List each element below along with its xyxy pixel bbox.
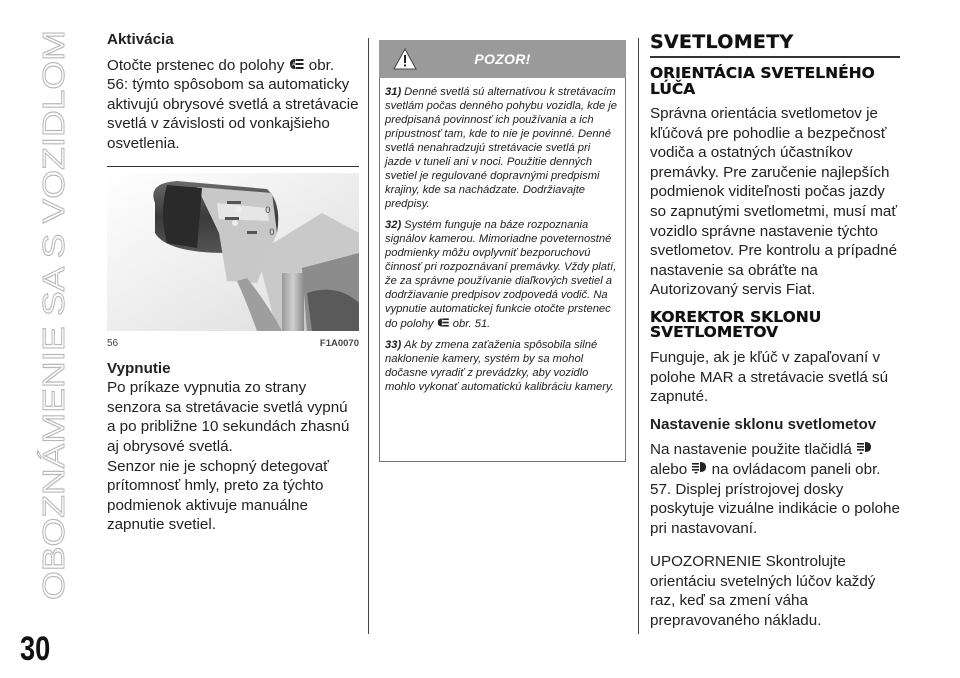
orientacia-paragraph: Správna orientácia svetlometov je kľúčová pre pohodlie a bezpečnosť vodiča a ostatných účastníkov premávky. Pre zaručenie najlepších podmienok viditeľnosti počas jazdy so zapnutými svetlometmi, musí mať vozidlo správne nastavenie týchto svetlometov. Pre kontrolu a prípadné nastavenie sa obráťte na Autorizovaný servis Fiat. — [650, 105, 898, 299]
warning-header — [379, 40, 626, 78]
nastavenie-paragraph — [650, 440, 900, 538]
heading-vypnutie: Vypnutie — [107, 359, 171, 377]
chapter-side-title — [18, 10, 78, 610]
warning-item-text: Denné svetlá sú alternatívou k stretávacím svetlám počas denného pohybu vozidla, kde je predpisaná povinnosť ich používania a ich prípustnosť tam, kde to nie je povinné. Denné svetlá nenahradzujú stretávacie svetlá pri jazde v tuneli ani v noci. Použitie denných svetiel je regulované dopravnými predpismi krajiny, kde sa nachádzate. Dodržiavajte predpisy. — [385, 86, 617, 210]
warning-item-33 — [385, 338, 620, 394]
nastavenie-text-c: na ovládacom paneli obr. 57. — [650, 460, 881, 498]
warning-item-text: Systém funguje na báze rozpoznania signálov kamerou. Mimoriadne poveternostné podmienky môžu ovplyvniť bezporuchovú činnosť pri rozpoznávaní premávky. Vždy platí, že za správne používanie diaľkových svetiel a dodržiavanie predpisov zodpovedá vodič. Na vypnutie automatickej funkcie otočte prstenec do polohy — [385, 219, 617, 330]
heading-orientacia: ORIENTÁCIA SVETELNÉHO LÚČA — [650, 64, 875, 98]
auto-light-icon — [437, 316, 450, 329]
aktivacia-text-a: Otočte prstenec do polohy — [107, 56, 285, 74]
figure-56 — [107, 166, 359, 351]
column-1 — [107, 30, 359, 535]
vypnutie-paragraph-2: Senzor nie je schopný detegovať prítomnosť hmly, preto za týchto podmienok aktivuje manuálne zapnutie svetiel. — [107, 457, 329, 534]
heading-svetlomety: SVETLOMETY — [650, 31, 794, 53]
warning-item-text-b: obr. 51. — [452, 318, 491, 330]
column-3 — [650, 33, 900, 631]
warning-item-text: Ak by zmena zaťaženia spôsobila silné naklonenie kamery, systém by sa mohol dočasne vyradiť z prevádzky, aby vozidlo mohlo vykonať automatickú kalibráciu kamery. — [385, 339, 614, 393]
nastavenie-text-a: Na nastavenie použite tlačidlá — [650, 441, 852, 459]
page-number: 30 — [20, 630, 51, 668]
nastavenie-text-d: Displej prístrojovej dosky poskytuje vizuálne indikácie o polohe pri nastavovaní. — [650, 480, 900, 537]
korektor-paragraph: Funguje, ak je kľúč v zapaľovaní v polohe MAR a stretávacie svetlá sú zapnuté. — [650, 348, 889, 406]
warning-item-32 — [385, 218, 620, 331]
warning-item-number: 32) — [385, 219, 402, 231]
warning-item-number: 33) — [385, 339, 402, 351]
warning-body — [379, 78, 626, 462]
subheading-nastavenie: Nastavenie sklonu svetlometov — [650, 415, 877, 433]
stalk-photo — [107, 173, 359, 331]
upozornenie-paragraph: UPOZORNENIE Skontrolujte orientáciu svetelných lúčov každý raz, keď sa zmení váha prepravovaného nákladu. — [650, 553, 876, 630]
heading-korektor: KOREKTOR SKLONU SVETLOMETOV — [650, 307, 822, 342]
svg-text:0: 0 — [265, 205, 271, 216]
vypnutie-paragraph-1: Po príkaze vypnutia zo strany senzora sa stretávacie svetlá vypnú a po približne 10 sekundách zhasnú aj obrysové svetlá. — [107, 379, 350, 455]
aktivacia-text-b: obr. 56: týmto spôsobom sa automaticky aktivujú obrysové svetlá a stretávacie svetlá v závislosti od vonkajšieho osvetlenia. — [107, 56, 359, 152]
figure-code: F1A0070 — [319, 337, 359, 349]
chapter-side-title-text: OBOZNÁMENIE SA S VOZIDLOM — [36, 122, 71, 600]
heading-aktivacia: Aktivácia — [107, 31, 174, 48]
aktivacia-paragraph — [107, 56, 359, 154]
column-divider-1 — [368, 38, 369, 634]
warning-title: POZOR! — [474, 51, 531, 67]
column-divider-2 — [638, 38, 639, 634]
nastavenie-text-b: alebo — [650, 460, 688, 478]
auto-light-icon — [289, 56, 305, 72]
headlamp-level-down-icon — [691, 460, 707, 476]
warning-item-number: 31) — [385, 86, 402, 98]
headlamp-level-up-icon — [856, 440, 872, 456]
figure-number: 56 — [107, 337, 119, 349]
svg-text:A: A — [291, 61, 295, 68]
warning-item-31 — [385, 85, 620, 211]
heading-rule — [650, 56, 900, 58]
svg-text:0: 0 — [269, 227, 275, 238]
warning-box — [379, 40, 626, 462]
